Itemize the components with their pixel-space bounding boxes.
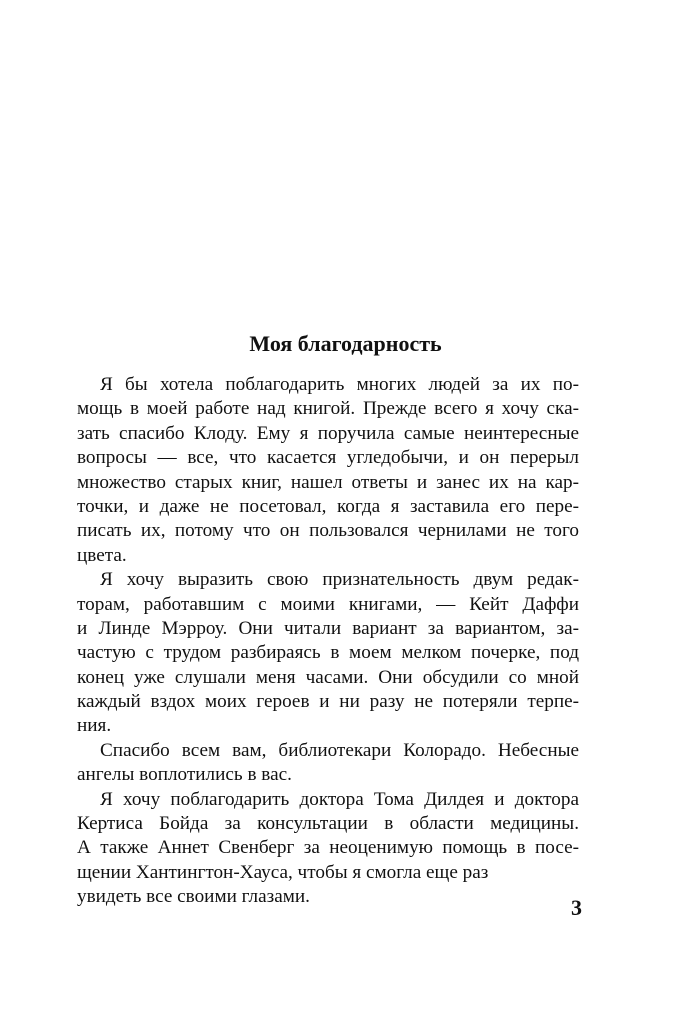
text-line: точки, и даже не посетовал, когда я заставила его пере- bbox=[77, 495, 579, 517]
text-line: Спасибо всем вам, библиотекари Колорадо. Небесные bbox=[100, 739, 579, 761]
text-line: частую с трудом разбираясь в моем мелком почерке, под bbox=[77, 642, 579, 664]
text-line: торам, работавшим с моими книгами, — Кейт Даффи bbox=[77, 593, 579, 615]
text-line: цвета. bbox=[77, 544, 127, 566]
text-line: конец уже слушали меня часами. Они обсудили со мной bbox=[77, 666, 579, 688]
text-line: щении Хантингтон-Хауса, чтобы я смогла еще раз bbox=[77, 861, 489, 883]
text-line: зать спасибо Клоду. Ему я поручила самые неинтересные bbox=[77, 422, 579, 444]
text-line: ния. bbox=[77, 715, 112, 737]
acknowledgements-text bbox=[77, 373, 579, 910]
text-line: Я хочу выразить свою признательность двум редак- bbox=[100, 569, 579, 591]
text-line: А также Аннет Свенберг за неоценимую помощь в посе- bbox=[77, 837, 579, 859]
text-line: вопросы — все, что касается угледобычи, и он перерыл bbox=[77, 447, 579, 469]
page-number: 3 bbox=[571, 895, 582, 920]
text-line: каждый вздох моих героев и ни разу не потеряли терпе- bbox=[77, 691, 579, 713]
text-line: и Линде Мэрроу. Они читали вариант за вариантом, за- bbox=[77, 617, 579, 639]
text-line: увидеть все своими глазами. bbox=[77, 886, 310, 908]
text-line: Я хочу поблагодарить доктора Тома Дилдея и доктора bbox=[100, 788, 579, 810]
page-title: Моя благодарность bbox=[249, 331, 442, 356]
text-line: ангелы воплотились в вас. bbox=[77, 764, 292, 786]
text-line: писать их, потому что он пользовался чернилами не того bbox=[77, 520, 579, 542]
text-line: Кертиса Бойда за консультации в области медицины. bbox=[77, 813, 579, 835]
text-line: множество старых книг, нашел ответы и занес их на кар- bbox=[77, 471, 579, 493]
text-line: мощь в моей работе над книгой. Прежде всего я хочу ска- bbox=[77, 398, 579, 420]
text-line: Я бы хотела поблагодарить многих людей за их по- bbox=[100, 374, 579, 395]
